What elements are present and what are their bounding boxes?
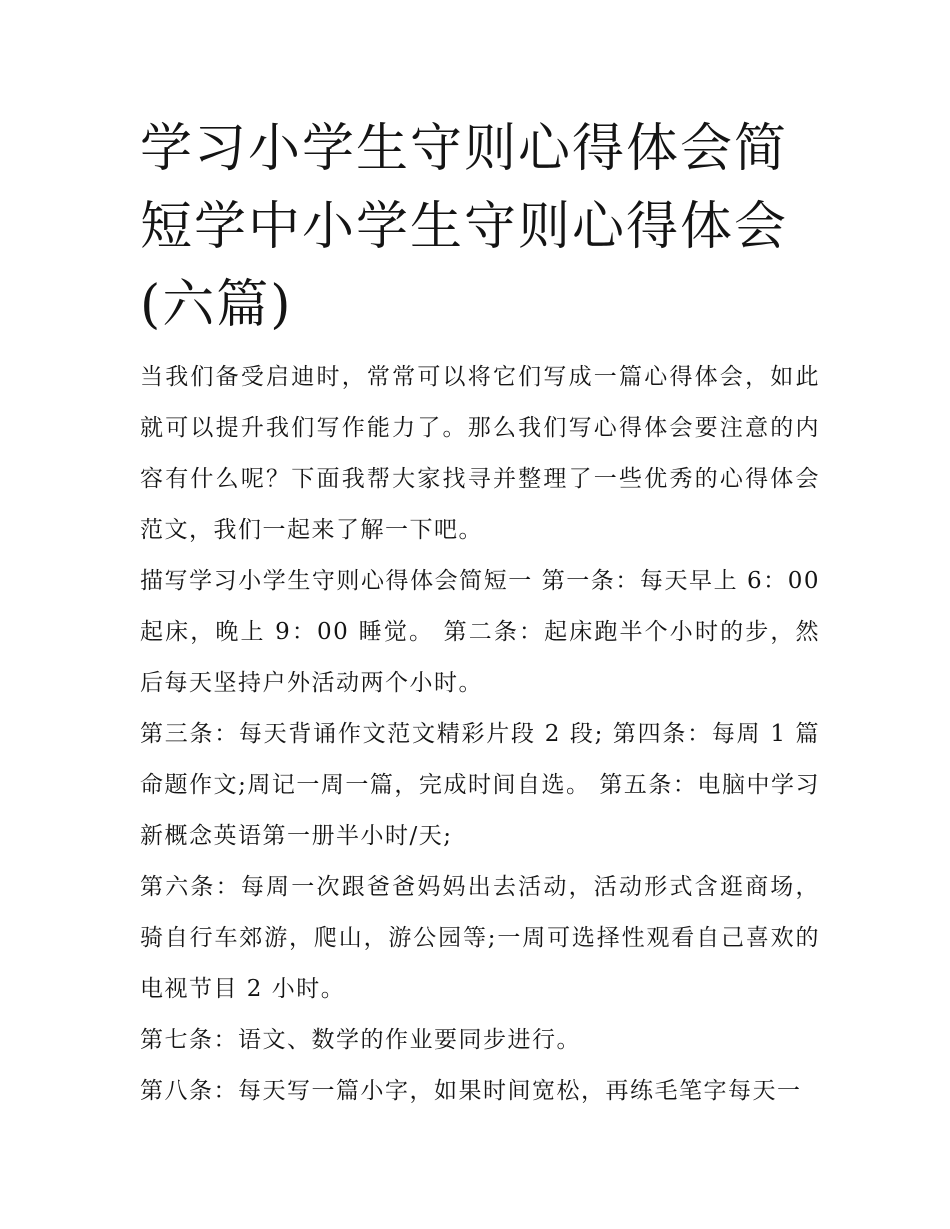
document-body [140, 352, 820, 1117]
paragraph-rule-6: 第六条：每周一次跟爸爸妈妈出去活动，活动形式含逛商场，骑自行车郊游，爬山，游公园等;一周可选择性观看自己喜欢的电视节目 2 小时。 [140, 874, 820, 1002]
paragraph-intro: 当我们备受启迪时，常常可以将它们写成一篇心得体会，如此就可以提升我们写作能力了。那么我们写心得体会要注意的内容有什么呢？下面我帮大家找寻并整理了一些优秀的心得体会范文，我们一起来了解一下吧。 [140, 364, 820, 543]
paragraph-rule-8: 第八条：每天写一篇小字，如果时间宽松，再练毛笔字每天一 [140, 1078, 802, 1104]
document-title: 学习小学生守则心得体会简短学中小学生守则心得体会(六篇) [140, 119, 789, 335]
paragraph-rules-1-2: 描写学习小学生守则心得体会简短一 第一条：每天早上 6：00 起床，晚上 9：00 睡觉。 第二条：起床跑半个小时的步，然后每天坚持户外活动两个小时。 [140, 568, 820, 696]
paragraph-rule-7: 第七条：语文、数学的作业要同步进行。 [140, 1027, 581, 1053]
paragraph-rules-3-5: 第三条：每天背诵作文范文精彩片段 2 段; 第四条：每周 1 篇命题作文;周记一周一篇，完成时间自选。 第五条：电脑中学习新概念英语第一册半小时/天; [140, 721, 820, 849]
